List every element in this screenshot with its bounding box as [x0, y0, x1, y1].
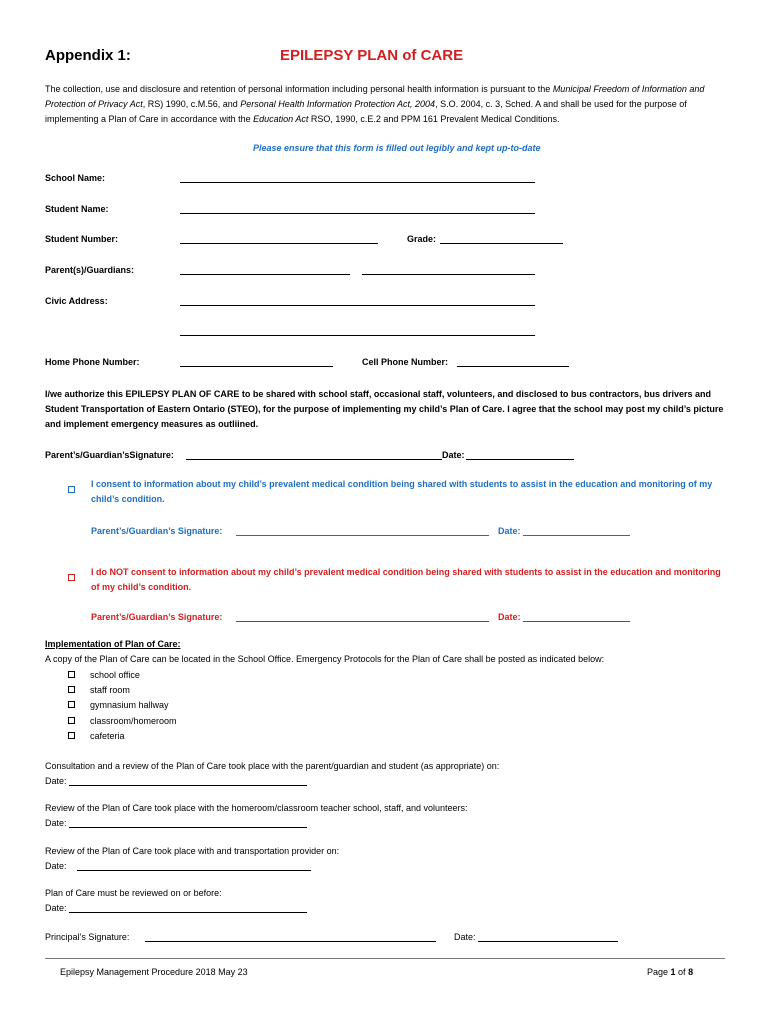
consent-yes-date-label: Date:: [498, 526, 521, 536]
consultation-date-label: Date:: [45, 776, 67, 786]
consent-no-checkbox[interactable]: [68, 568, 75, 586]
implementation-text: A copy of the Plan of Care can be located in the School Office. Emergency Protocols for the Plan of Care shall be posted as indicated below:: [45, 654, 605, 664]
parent1-field[interactable]: [180, 274, 350, 275]
location-item[interactable]: gymnasium hallway: [68, 699, 169, 711]
appendix-label: Appendix 1:: [45, 47, 131, 64]
homeroom-date-field[interactable]: [69, 827, 307, 828]
principal-date-field[interactable]: [478, 941, 618, 942]
grade-field[interactable]: [440, 243, 563, 244]
reviewed-before-date-field[interactable]: [69, 912, 307, 913]
consent-yes-text: I consent to information about my child’s prevalent medical condition being shared with students to assist in the education and monitoring of my child’s condition.: [91, 479, 713, 504]
consent-yes-date-field[interactable]: [523, 535, 630, 536]
consent-no-signature-field[interactable]: [236, 621, 489, 622]
checkbox-icon[interactable]: [68, 686, 75, 693]
checkbox-icon[interactable]: [68, 701, 75, 708]
page-title: EPILEPSY PLAN of CARE: [280, 47, 464, 64]
reviewed-before-text: Plan of Care must be reviewed on or before:: [45, 888, 222, 898]
page-indicator: Page 1 of 8: [647, 967, 694, 977]
consent-no-text: I do NOT consent to information about my child’s prevalent medical condition being shared with students to assist in the education and monitoring of my child’s condition.: [91, 567, 721, 592]
school-name-label: School Name:: [45, 173, 106, 183]
student-number-label: Student Number:: [45, 234, 118, 244]
parent-signature-label: Parent’s/Guardian’sSignature:: [45, 450, 174, 460]
authorization-text: I/we authorize this EPILEPSY PLAN OF CARE to be shared with school staff, occasional staff, volunteers, and disclosed to bus contractors, bus drivers and Student Transportation of Eastern Ontario (STEO), for the purpose of implementing my child’s Plan of Care. I agree that the school may post my child’s picture and implement emergency measures as outliined.: [45, 389, 724, 429]
signature-date-field[interactable]: [466, 459, 574, 460]
principal-signature-field[interactable]: [145, 941, 436, 942]
consultation-text: Consultation and a review of the Plan of Care took place with the parent/guardian and student (as appropriate) on:: [45, 761, 500, 771]
civic-address-field[interactable]: [180, 305, 535, 306]
homeroom-review-text: Review of the Plan of Care took place with the homeroom/classroom teacher school, staff, and volunteers:: [45, 803, 468, 813]
location-item[interactable]: classroom/homeroom: [68, 715, 177, 727]
intro-paragraph: The collection, use and disclosure and retention of personal information including personal health information is pursuant to the Municipal Freedom of Information and Protection of Privacy Act, RS) 1990, c.M.56, and Personal Health Information Protection Act, 2004, S.O. 2004, c. 3, Sched. A and shall be used for the purpose of implementing a Plan of Care in accordance with the Education Act RSO, 1990, c.E.2 and PPM 161 Prevalent Medical Conditions.: [45, 84, 705, 124]
principal-signature-label: Principal’s Signature:: [45, 932, 130, 942]
checkbox-icon[interactable]: [68, 671, 75, 678]
student-number-field[interactable]: [180, 243, 378, 244]
consent-yes-checkbox[interactable]: [68, 480, 75, 498]
consent-yes-signature-field[interactable]: [236, 535, 489, 536]
footer-divider: [45, 958, 725, 959]
cell-phone-label: Cell Phone Number:: [362, 357, 449, 367]
signature-date-label: Date:: [442, 450, 465, 460]
school-name-field[interactable]: [180, 182, 535, 183]
transport-date-label: Date:: [45, 861, 67, 871]
home-phone-label: Home Phone Number:: [45, 357, 140, 367]
parent2-field[interactable]: [362, 274, 535, 275]
footer-procedure: Epilepsy Management Procedure 2018 May 23: [60, 967, 248, 977]
student-name-field[interactable]: [180, 213, 535, 214]
consent-no-date-label: Date:: [498, 612, 521, 622]
location-item[interactable]: staff room: [68, 684, 130, 696]
civic-address-label: Civic Address:: [45, 296, 108, 306]
reviewed-before-date-label: Date:: [45, 903, 67, 913]
student-name-label: Student Name:: [45, 204, 109, 214]
checkbox-icon[interactable]: [68, 732, 75, 739]
implementation-heading: Implementation of Plan of Care:: [45, 639, 181, 649]
consent-yes-signature-label: Parent’s/Guardian’s Signature:: [91, 526, 223, 536]
consultation-date-field[interactable]: [69, 785, 307, 786]
parents-label: Parent(s)/Guardians:: [45, 265, 135, 275]
transport-review-text: Review of the Plan of Care took place with and transportation provider on:: [45, 846, 340, 856]
grade-label: Grade:: [407, 234, 437, 244]
consent-no-signature-label: Parent’s/Guardian’s Signature:: [91, 612, 223, 622]
civic-address-field-2[interactable]: [180, 335, 535, 336]
home-phone-field[interactable]: [180, 366, 333, 367]
transport-date-field[interactable]: [77, 870, 311, 871]
location-item[interactable]: cafeteria: [68, 730, 125, 742]
location-item[interactable]: school office: [68, 669, 140, 681]
notice-text: Please ensure that this form is filled out legibly and kept up-to-date: [253, 143, 541, 153]
principal-date-label: Date:: [454, 932, 476, 942]
consent-no-date-field[interactable]: [523, 621, 630, 622]
parent-signature-field[interactable]: [186, 459, 442, 460]
cell-phone-field[interactable]: [457, 366, 569, 367]
homeroom-date-label: Date:: [45, 818, 67, 828]
checkbox-icon[interactable]: [68, 717, 75, 724]
